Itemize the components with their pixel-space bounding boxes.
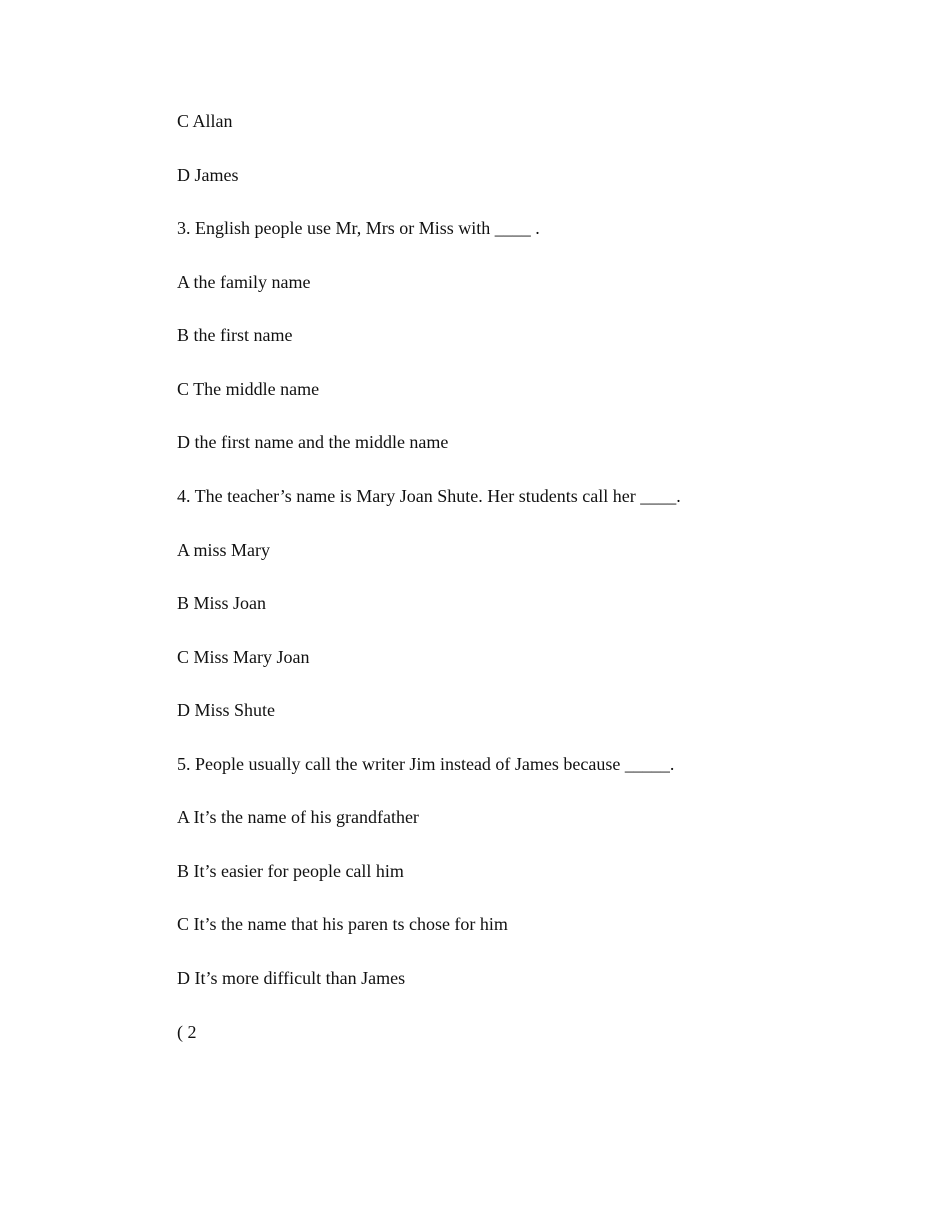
option-d-james: D James: [177, 165, 239, 185]
question-4: 4. The teacher’s name is Mary Joan Shute. Her students call her ____.: [177, 486, 681, 506]
section-2-marker: ( 2: [177, 1022, 197, 1042]
question-3: 3. English people use Mr, Mrs or Miss with ____ .: [177, 218, 540, 238]
question-3-option-b: B the first name: [177, 325, 293, 345]
option-c-allan: C Allan: [177, 111, 233, 131]
question-3-option-d: D the first name and the middle name: [177, 432, 449, 452]
question-5-option-a: A It’s the name of his grandfather: [177, 807, 419, 827]
question-5: 5. People usually call the writer Jim instead of James because _____.: [177, 754, 675, 774]
question-4-option-d: D Miss Shute: [177, 700, 276, 720]
question-5-option-c: C It’s the name that his paren ts chose for him: [177, 914, 508, 934]
question-5-option-d: D It’s more difficult than James: [177, 968, 406, 988]
question-3-option-a: A the family name: [177, 272, 311, 292]
question-4-option-c: C Miss Mary Joan: [177, 647, 310, 667]
question-3-option-c: C The middle name: [177, 379, 320, 399]
question-5-option-b: B It’s easier for people call him: [177, 861, 404, 881]
question-4-option-a: A miss Mary: [177, 540, 271, 560]
question-4-option-b: B Miss Joan: [177, 593, 267, 613]
